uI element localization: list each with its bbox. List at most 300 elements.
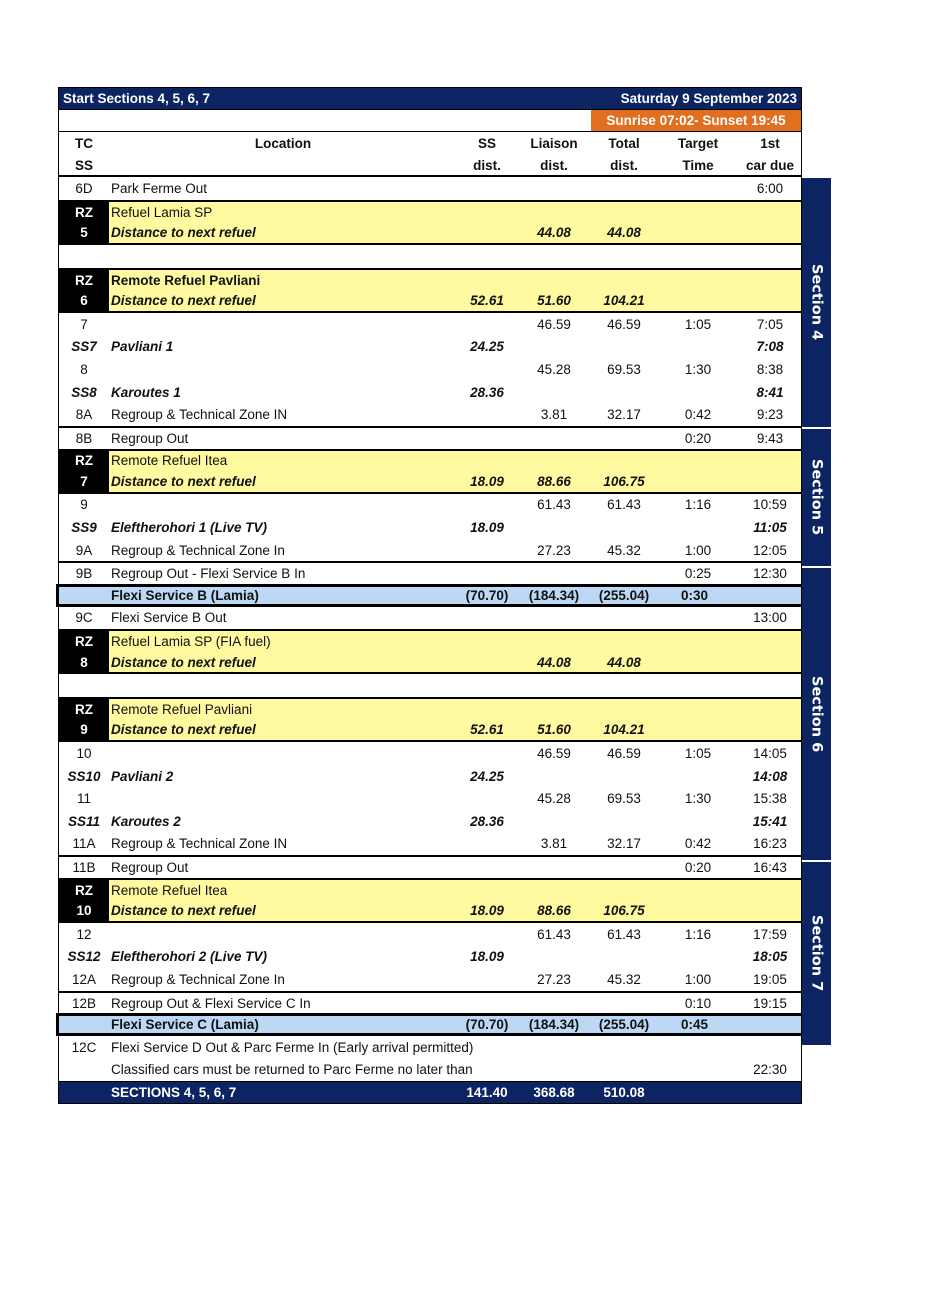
total-dist <box>589 336 659 359</box>
liaison-dist <box>519 516 589 539</box>
table-row <box>58 313 802 336</box>
tc-code: RZ <box>59 699 109 720</box>
liaison-dist: 46.59 <box>537 746 571 762</box>
table-row <box>58 742 802 765</box>
table-row <box>58 787 802 810</box>
location: Regroup Out <box>111 430 189 446</box>
location: Refuel Lamia SP <box>111 204 213 220</box>
tc-code: 12 <box>76 926 92 942</box>
target-time <box>659 177 737 200</box>
total-dist <box>589 607 659 630</box>
location: Distance to next refuel <box>111 654 256 670</box>
ss-dist <box>455 403 519 426</box>
total-dist <box>589 880 659 901</box>
tc-code: RZ <box>59 880 109 901</box>
title-row <box>58 87 802 110</box>
total-dist <box>589 699 659 720</box>
liaison-dist: 46.59 <box>537 316 571 332</box>
ss-dist <box>455 699 519 720</box>
liaison-dist <box>519 451 589 472</box>
total-dist <box>589 810 659 833</box>
total-dist: 46.59 <box>607 316 641 332</box>
liaison-dist <box>519 270 589 291</box>
liaison-dist <box>519 946 589 969</box>
location: Distance to next refuel <box>111 225 256 241</box>
car-due: 8:41 <box>756 384 784 400</box>
ss-dist <box>455 880 519 901</box>
liaison-dist: 88.66 <box>537 903 571 919</box>
target-time <box>659 202 737 223</box>
car-due <box>737 471 803 492</box>
tc-code: 8B <box>75 430 93 446</box>
ss-dist <box>455 177 519 200</box>
tc-code <box>59 1016 109 1033</box>
liaison-dist <box>519 810 589 833</box>
car-due: 10:59 <box>753 497 787 513</box>
flexi-service-row <box>56 584 804 607</box>
total-dist: 46.59 <box>607 746 641 762</box>
liaison-dist <box>519 1059 589 1082</box>
header-tc: TC <box>75 135 93 151</box>
target-time: 0:45 <box>681 1017 709 1033</box>
refuel-row <box>58 200 802 223</box>
refuel-row <box>58 652 802 675</box>
target-time: 0:20 <box>684 859 712 875</box>
location: Regroup & Technical Zone In <box>111 971 285 987</box>
target-time <box>659 900 737 921</box>
table-row <box>58 177 802 200</box>
header-liaison: Liaison <box>530 135 578 151</box>
total-dist <box>589 381 659 404</box>
location: Remote Refuel Pavliani <box>111 272 261 288</box>
car-due: 13:00 <box>753 610 787 626</box>
target-time: 1:30 <box>684 791 712 807</box>
ss-dist <box>455 993 519 1014</box>
location: Regroup & Technical Zone IN <box>111 836 288 852</box>
ss-dist <box>455 607 519 630</box>
car-due <box>737 1016 803 1033</box>
liaison-dist <box>519 880 589 901</box>
location: Park Ferme Out <box>111 181 208 197</box>
car-due: 16:23 <box>753 836 787 852</box>
tc-code: 9 <box>59 720 109 741</box>
tc-code: SS7 <box>71 339 97 355</box>
section-5-label: Section 5 <box>802 429 831 566</box>
ss-dist <box>455 1059 519 1082</box>
refuel-row <box>58 223 802 246</box>
liaison-dist <box>519 993 589 1014</box>
liaison-dist: 61.43 <box>537 926 571 942</box>
car-due: 12:05 <box>753 542 787 558</box>
liaison-dist: 61.43 <box>537 497 571 513</box>
target-time <box>659 1036 737 1059</box>
ss-dist <box>455 270 519 291</box>
table-row <box>58 539 802 562</box>
refuel-row <box>58 878 802 901</box>
location <box>109 494 455 517</box>
header-liaison-dist: dist. <box>540 157 568 173</box>
car-due: 7:05 <box>756 316 784 332</box>
ss-dist <box>455 857 519 878</box>
table-row <box>58 381 802 404</box>
tc-code: 11 <box>76 791 91 807</box>
liaison-dist <box>519 1036 589 1059</box>
ss-dist: 24.25 <box>470 339 504 355</box>
target-time <box>659 381 737 404</box>
tc-code: RZ <box>59 451 109 472</box>
liaison-dist <box>519 631 589 652</box>
total-dist: 44.08 <box>607 654 641 670</box>
location <box>109 313 455 336</box>
ss-dist <box>455 631 519 652</box>
tc-code: 8A <box>75 407 93 423</box>
table-row <box>58 810 802 833</box>
ss-dist: 52.61 <box>470 293 504 309</box>
spacer-row <box>58 245 802 268</box>
ss-dist <box>455 833 519 856</box>
tc-code: RZ <box>59 631 109 652</box>
location: Remote Refuel Pavliani <box>111 701 253 717</box>
ss-dist <box>455 358 519 381</box>
location: Eleftherohori 1 (Live TV) <box>111 520 268 536</box>
date-label: Saturday 9 September 2023 <box>620 90 797 106</box>
target-time: 0:42 <box>684 407 712 423</box>
total-dist <box>589 993 659 1014</box>
location: Distance to next refuel <box>111 473 256 489</box>
total-dist: (255.04) <box>598 1017 650 1033</box>
header-total: Total <box>608 135 640 151</box>
tc-code: 12A <box>71 971 97 987</box>
ss-dist: (70.70) <box>465 1017 509 1033</box>
location: Karoutes 2 <box>111 813 181 829</box>
liaison-dist <box>519 428 589 449</box>
ss-dist: 18.09 <box>470 473 504 489</box>
ss-dist: 24.25 <box>470 768 504 784</box>
total-dist <box>589 451 659 472</box>
target-time: 0:25 <box>684 566 712 582</box>
tc-code: 7 <box>59 471 109 492</box>
total-dist: 104.21 <box>603 293 645 309</box>
location <box>109 787 455 810</box>
table-row <box>58 561 802 584</box>
total-dist <box>589 1036 659 1059</box>
liaison-dist <box>519 857 589 878</box>
total-dist: 69.53 <box>607 361 641 377</box>
table-row <box>58 855 802 878</box>
car-due: 8:38 <box>756 361 784 377</box>
tc-code: 8 <box>59 652 109 673</box>
liaison-dist: 45.28 <box>537 791 571 807</box>
liaison-dist <box>519 699 589 720</box>
total-dist: 44.08 <box>607 225 641 241</box>
tc-code: 6D <box>75 181 93 197</box>
car-due <box>737 720 803 741</box>
header-location: Location <box>254 135 312 151</box>
table-row <box>58 403 802 426</box>
location: Flexi Service B (Lamia) <box>111 587 259 603</box>
target-time <box>659 880 737 901</box>
ss-dist: 18.09 <box>470 520 504 536</box>
location: Regroup Out <box>111 859 189 875</box>
tc-code: 9C <box>75 610 93 626</box>
total-dist <box>589 202 659 223</box>
section-6-label: Section 6 <box>802 568 831 860</box>
total-dist: 61.43 <box>607 926 641 942</box>
total-dist <box>589 946 659 969</box>
liaison-dist: 88.66 <box>537 473 571 489</box>
tc-code: 11B <box>72 859 96 875</box>
car-due <box>737 900 803 921</box>
location: Eleftherohori 2 (Live TV) <box>111 949 268 965</box>
tc-code: 5 <box>59 223 109 244</box>
totals-liaison: 368.68 <box>533 1084 575 1100</box>
ss-dist <box>455 742 519 765</box>
table-row <box>58 336 802 359</box>
tc-code <box>59 587 109 604</box>
car-due: 6:00 <box>756 181 784 197</box>
header-car-due: car due <box>745 157 795 173</box>
total-dist: 106.75 <box>603 473 645 489</box>
location: Remote Refuel Itea <box>111 453 228 469</box>
flexi-service-row <box>56 1013 804 1036</box>
table-row <box>58 607 802 630</box>
tc-code: 8 <box>80 361 88 377</box>
target-time <box>659 290 737 311</box>
total-dist: 45.32 <box>607 542 641 558</box>
liaison-dist: 44.08 <box>537 654 571 670</box>
location: Pavliani 1 <box>111 339 174 355</box>
location: Karoutes 1 <box>111 384 181 400</box>
ss-dist <box>455 968 519 991</box>
target-time <box>659 1059 737 1082</box>
ss-dist <box>455 202 519 223</box>
ss-dist <box>455 451 519 472</box>
header-due: 1st <box>760 135 780 151</box>
target-time <box>659 631 737 652</box>
total-dist: 104.21 <box>603 722 645 738</box>
header-ss: SS <box>477 135 496 151</box>
liaison-dist: 45.28 <box>537 361 571 377</box>
target-time: 1:00 <box>684 542 712 558</box>
car-due: 11:05 <box>753 520 787 536</box>
ss-dist <box>455 313 519 336</box>
ss-dist: (70.70) <box>465 587 509 603</box>
tc-code: SS9 <box>71 520 97 536</box>
location: Remote Refuel Itea <box>111 882 228 898</box>
header-target: Target <box>677 135 719 151</box>
total-dist <box>589 563 659 584</box>
tc-code: 7 <box>80 316 88 332</box>
target-time: 1:00 <box>684 971 712 987</box>
location <box>109 923 455 946</box>
target-time: 0:42 <box>684 836 712 852</box>
table-row <box>58 516 802 539</box>
location: Pavliani 2 <box>111 768 174 784</box>
table-row <box>58 833 802 856</box>
liaison-dist: 27.23 <box>537 542 571 558</box>
section-4-label: Section 4 <box>802 178 831 427</box>
liaison-dist: 3.81 <box>540 407 568 423</box>
car-due <box>737 451 803 472</box>
car-due: 12:30 <box>753 566 787 582</box>
table-row <box>58 1059 802 1082</box>
table-row <box>58 991 802 1014</box>
liaison-dist: (184.34) <box>528 587 580 603</box>
target-time <box>659 516 737 539</box>
total-dist: 45.32 <box>607 971 641 987</box>
tc-code: 6 <box>59 290 109 311</box>
ss-dist <box>455 223 519 244</box>
table-row <box>58 923 802 946</box>
header-ss-dist: dist. <box>473 157 501 173</box>
car-due: 9:43 <box>756 430 784 446</box>
table-row <box>58 358 802 381</box>
sunrise-sunset-label: Sunrise 07:02- Sunset 19:45 <box>591 110 801 132</box>
refuel-row <box>58 449 802 472</box>
car-due: 14:05 <box>753 746 787 762</box>
total-dist: 61.43 <box>607 497 641 513</box>
car-due: 15:41 <box>752 813 788 829</box>
target-time <box>659 946 737 969</box>
total-dist <box>589 177 659 200</box>
tc-code: 9A <box>75 542 93 558</box>
location: Flexi Service C (Lamia) <box>111 1017 259 1033</box>
liaison-dist: 51.60 <box>537 293 571 309</box>
car-due <box>737 290 803 311</box>
tc-code: SS10 <box>67 768 101 784</box>
target-time: 1:05 <box>684 746 712 762</box>
location: Regroup & Technical Zone IN <box>111 407 288 423</box>
tc-code: RZ <box>59 202 109 223</box>
total-dist <box>589 428 659 449</box>
tc-code: SS11 <box>67 813 101 829</box>
refuel-row <box>58 720 802 743</box>
liaison-dist <box>519 607 589 630</box>
target-time: 1:16 <box>684 497 712 513</box>
location: Flexi Service B Out <box>111 610 227 626</box>
tc-code: SS8 <box>71 384 97 400</box>
table-row <box>58 946 802 969</box>
header-ss-code: SS <box>74 157 93 173</box>
ss-dist <box>455 787 519 810</box>
target-time <box>659 765 737 788</box>
target-time <box>659 223 737 244</box>
refuel-row <box>58 290 802 313</box>
page-title: Start Sections 4, 5, 6, 7 <box>63 90 211 106</box>
target-time <box>659 699 737 720</box>
target-time: 0:20 <box>684 430 712 446</box>
refuel-row <box>58 900 802 923</box>
section-7-label: Section 7 <box>802 862 831 1045</box>
ss-dist: 28.36 <box>470 813 504 829</box>
total-dist: 106.75 <box>603 903 645 919</box>
target-time <box>659 607 737 630</box>
target-time <box>659 270 737 291</box>
itinerary-table <box>58 87 802 1104</box>
liaison-dist <box>519 202 589 223</box>
car-due <box>737 1036 803 1059</box>
car-due <box>737 699 803 720</box>
target-time <box>659 336 737 359</box>
target-time <box>659 652 737 673</box>
location: Distance to next refuel <box>111 293 256 309</box>
liaison-dist: 3.81 <box>540 836 568 852</box>
total-dist <box>589 857 659 878</box>
target-time <box>659 810 737 833</box>
liaison-dist: 51.60 <box>537 722 571 738</box>
refuel-row <box>58 697 802 720</box>
ss-dist: 18.09 <box>470 903 504 919</box>
target-time: 0:10 <box>684 995 712 1011</box>
total-dist <box>589 516 659 539</box>
liaison-dist: 44.08 <box>537 225 571 241</box>
car-due: 15:38 <box>753 791 787 807</box>
location: Regroup Out & Flexi Service C In <box>111 995 311 1011</box>
location: Distance to next refuel <box>111 722 256 738</box>
refuel-row <box>58 268 802 291</box>
car-due: 17:59 <box>753 926 787 942</box>
car-due <box>737 880 803 901</box>
tc-code: 9 <box>80 497 88 513</box>
car-due: 19:15 <box>753 995 787 1011</box>
car-due <box>737 587 803 604</box>
tc-code: 10 <box>59 900 109 921</box>
refuel-row <box>58 629 802 652</box>
total-dist: (255.04) <box>598 587 650 603</box>
liaison-dist: (184.34) <box>528 1017 580 1033</box>
table-row <box>58 426 802 449</box>
ss-dist <box>455 539 519 562</box>
tc-code: 11A <box>72 836 96 852</box>
table-row <box>58 968 802 991</box>
location: Distance to next refuel <box>111 903 256 919</box>
location <box>109 742 455 765</box>
car-due: 22:30 <box>753 1062 787 1078</box>
liaison-dist <box>519 381 589 404</box>
totals-label: SECTIONS 4, 5, 6, 7 <box>111 1084 237 1100</box>
tc-code: 12B <box>71 995 97 1011</box>
target-time <box>659 720 737 741</box>
total-dist <box>589 631 659 652</box>
header-target-time: Time <box>682 157 714 173</box>
table-row <box>58 494 802 517</box>
target-time: 1:16 <box>684 926 712 942</box>
car-due <box>737 202 803 223</box>
tc-code: SS12 <box>67 949 101 965</box>
liaison-dist <box>519 177 589 200</box>
ss-dist <box>455 1036 519 1059</box>
tc-code: 10 <box>76 746 92 762</box>
tc-code: 9B <box>75 566 93 582</box>
ss-dist <box>455 428 519 449</box>
ss-dist <box>455 923 519 946</box>
location: Refuel Lamia SP (FIA fuel) <box>111 634 271 650</box>
totals-ss: 141.40 <box>466 1084 508 1100</box>
location: Classified cars must be returned to Parc Ferme no later than <box>111 1062 473 1078</box>
ss-dist <box>455 652 519 673</box>
tc-code <box>59 1059 109 1082</box>
car-due: 14:08 <box>752 768 788 784</box>
target-time <box>659 451 737 472</box>
refuel-row <box>58 471 802 494</box>
location <box>109 358 455 381</box>
target-time: 1:05 <box>684 316 712 332</box>
table-row <box>58 1036 802 1059</box>
total-dist: 32.17 <box>607 407 641 423</box>
ss-dist: 52.61 <box>470 722 504 738</box>
car-due <box>737 652 803 673</box>
location: Regroup & Technical Zone In <box>111 542 285 558</box>
